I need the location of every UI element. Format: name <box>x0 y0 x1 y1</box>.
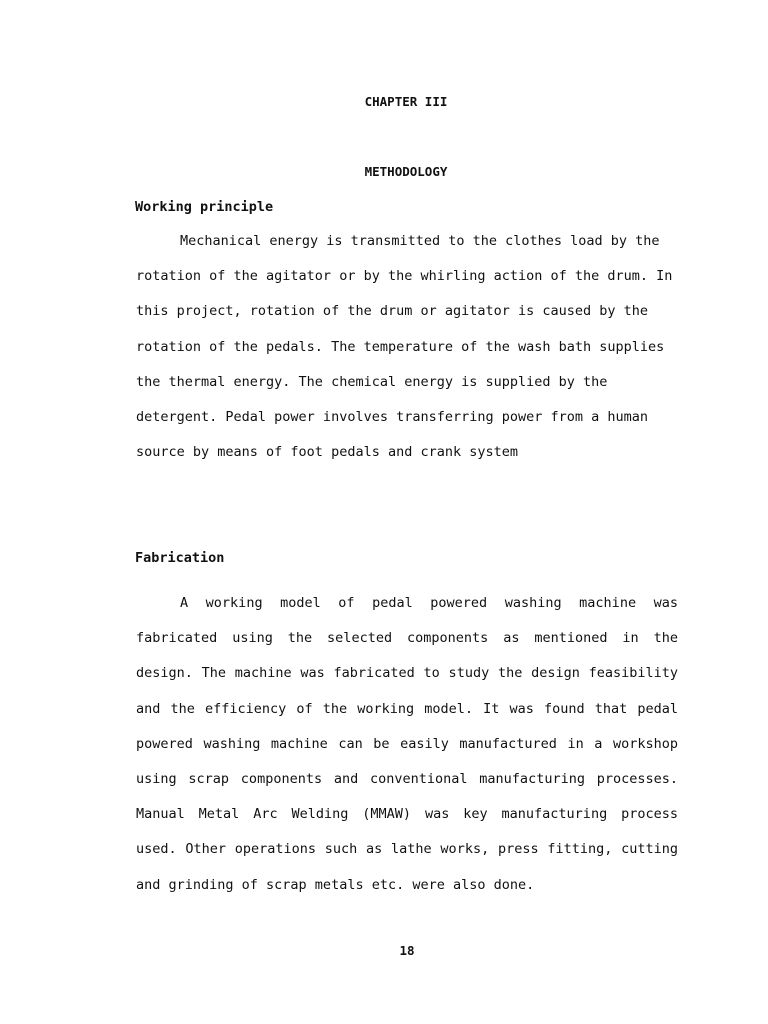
section-heading-fabrication: Fabrication <box>135 550 225 566</box>
page-number: 18 <box>399 943 415 958</box>
section-heading-working-principle: Working principle <box>135 199 274 215</box>
chapter-title: METHODOLOGY <box>364 164 448 179</box>
chapter-label: CHAPTER III <box>364 94 448 109</box>
section-paragraph-working-principle: Mechanical energy is transmitted to the clothes load by the rotation of the agitator or by the whirling action of the drum. In this project, rotation of the drum or agitator is caused by the rotation of the pedals. The temperature of the wash bath supplies the thermal energy. The chemical energy is supplied by the detergent. Pedal power involves transferring power from a human source by means of foot pedals and crank system <box>136 233 673 461</box>
section-paragraph-fabrication: A working model of pedal powered washing machine was fabricated using the selected components as mentioned in the design. The machine was fabricated to study the design feasibility and the efficiency of the working model. It was found that pedal powered washing machine can be easily manufactured in a workshop using scrap components and conventional manufacturing processes. Manual Metal Arc Welding (MMAW) was key manufacturing process used. Other operations such as lathe works, press fitting, cutting and grinding of scrap metals etc. were also done. <box>136 595 678 893</box>
